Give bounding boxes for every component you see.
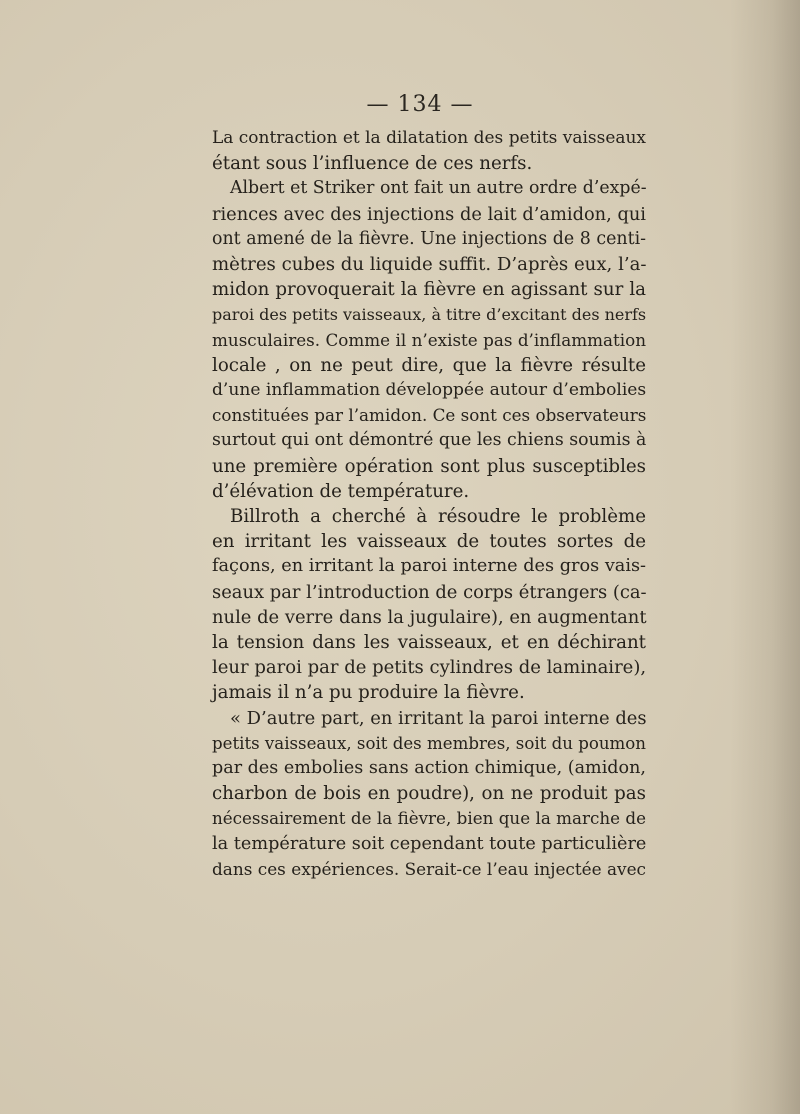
text-line: Albert et Striker ont fait un autre ordre d’expé- xyxy=(230,178,647,199)
text-line: jamais il n’a pu produire la fièvre. xyxy=(212,682,525,704)
text-line: riences avec des injections de lait d’amidon, qui xyxy=(212,203,646,225)
text-line: nule de verre dans la jugulaire), en augmentant xyxy=(212,606,647,628)
text-line: par des embolies sans action chimique, (amidon, xyxy=(212,758,646,779)
text-line: Billroth a cherché à résoudre le problème xyxy=(230,506,646,528)
text-line: mètres cubes du liquide suffit. D’après eux, l’a- xyxy=(212,254,647,276)
text-line: dans ces expériences. Serait-ce l’eau injectée avec xyxy=(212,858,646,879)
text-line: petits vaisseaux, soit des membres, soit du poumon xyxy=(212,733,646,753)
page-number: — 134 — xyxy=(366,92,474,117)
text-line: en irritant les vaisseaux de toutes sortes de xyxy=(212,531,646,553)
text-line: midon provoquerait la fièvre en agissant sur la xyxy=(212,279,646,301)
text-line: « D’autre part, en irritant la paroi interne des xyxy=(230,707,647,729)
text-line: La contraction et la dilatation des petits vaisseaux xyxy=(212,128,646,148)
body-text xyxy=(212,126,646,882)
text-line: ont amené de la fièvre. Une injections de 8 centi- xyxy=(212,228,646,249)
text-line: charbon de bois en poudre), on ne produit pas xyxy=(212,783,646,805)
text-line: d’élévation de température. xyxy=(212,480,470,502)
text-line: paroi des petits vaisseaux, à titre d’excitant des nerfs xyxy=(212,305,647,325)
text-line: façons, en irritant la paroi interne des gros vais- xyxy=(212,556,646,577)
text-line: constituées par l’amidon. Ce sont ces observateurs xyxy=(212,405,647,426)
text-line: nécessairement de la fièvre, bien que la marche de xyxy=(212,808,646,829)
text-line: surtout qui ont démontré que les chiens soumis à xyxy=(212,430,647,451)
text-line: d’une inflammation développée autour d’embolies xyxy=(212,380,647,401)
text-line: la tension dans les vaisseaux, et en déchirant xyxy=(212,632,646,654)
text-line: leur paroi par de petits cylindres de laminaire), xyxy=(212,657,647,679)
text-line: étant sous l’influence de ces nerfs. xyxy=(212,153,533,175)
text-line: seaux par l’introduction de corps étrangers (ca- xyxy=(212,581,647,603)
text-line: musculaires. Comme il n’existe pas d’inflammation xyxy=(212,329,646,350)
text-line: la température soit cependant toute particulière xyxy=(212,833,647,854)
text-line: une première opération sont plus susceptibles xyxy=(212,455,646,477)
text-line: locale , on ne peut dire, que la fièvre résulte xyxy=(212,354,646,376)
